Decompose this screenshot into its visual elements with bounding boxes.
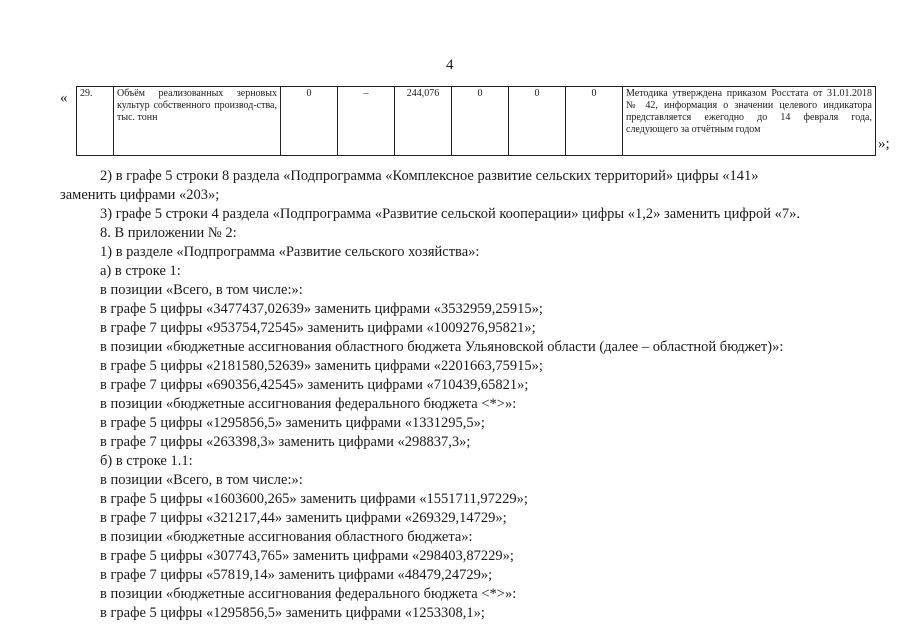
- closing-quote: »;: [878, 136, 890, 152]
- indicator-table: [76, 86, 876, 156]
- value-cell: –: [338, 87, 395, 156]
- page-number: 4: [446, 57, 454, 73]
- paragraph: в графе 7 цифры «263398,3» заменить цифрами «298837,3»;: [100, 434, 471, 450]
- paragraph: б) в строке 1.1:: [100, 453, 193, 469]
- row-number: 29.: [77, 87, 114, 156]
- paragraph: в позиции «Всего, в том числе:»:: [100, 282, 303, 298]
- paragraph: в позиции «Всего, в том числе:»:: [100, 472, 303, 488]
- opening-quote: «: [60, 90, 68, 106]
- paragraph: в графе 7 цифры «57819,14» заменить цифрами «48479,24729»;: [100, 567, 493, 583]
- paragraph-continuation: заменить цифрами «203»;: [60, 187, 220, 203]
- paragraph: в графе 7 цифры «953754,72545» заменить цифрами «1009276,95821»;: [100, 320, 536, 336]
- paragraph: в графе 5 цифры «3477437,02639» заменить цифрами «3532959,25915»;: [100, 301, 543, 317]
- paragraph: в графе 5 цифры «1295856,5» заменить цифрами «1253308,1»;: [100, 605, 485, 621]
- value-cell: 0: [509, 87, 566, 156]
- paragraph: в позиции «бюджетные ассигнования областного бюджета Ульяновской области (далее – областной бюджет)»:: [100, 339, 784, 355]
- table-row: [77, 87, 876, 156]
- paragraph: в графе 7 цифры «690356,42545» заменить цифрами «710439,65821»;: [100, 377, 529, 393]
- paragraph: 2) в графе 5 строки 8 раздела «Подпрограмма «Комплексное развитие сельских территорий» цифры «141»: [100, 168, 759, 184]
- paragraph: в графе 5 цифры «2181580,52639» заменить цифрами «2201663,75915»;: [100, 358, 543, 374]
- document-body: [60, 167, 860, 623]
- paragraph: в графе 5 цифры «307743,765» заменить цифрами «298403,87229»;: [100, 548, 514, 564]
- paragraph: 1) в разделе «Подпрограмма «Развитие сельского хозяйства»:: [100, 244, 480, 260]
- methodology-note: Методика утверждена приказом Росстата от 31.01.2018 № 42, информация о значении целевого индикатора представляется ежегодно до 14 февраля года, следующего за отчётным годом: [623, 87, 876, 156]
- value-cell: 0: [281, 87, 338, 156]
- paragraph: в позиции «бюджетные ассигнования областного бюджета»:: [100, 529, 473, 545]
- value-cell: 0: [452, 87, 509, 156]
- paragraph: 3) графе 5 строки 4 раздела «Подпрограмма «Развитие сельской кооперации» цифры «1,2» заменить цифрой «7».: [100, 206, 801, 222]
- value-cell: 244,076: [395, 87, 452, 156]
- paragraph: а) в строке 1:: [100, 263, 181, 279]
- indicator-name: Объём реализованных зерновых культур собственного производ-ства, тыс. тонн: [114, 87, 281, 156]
- paragraph: в позиции «бюджетные ассигнования федерального бюджета <*>»:: [100, 586, 517, 602]
- paragraph: в позиции «бюджетные ассигнования федерального бюджета <*>»:: [100, 396, 517, 412]
- paragraph: 8. В приложении № 2:: [100, 225, 237, 241]
- paragraph: в графе 5 цифры «1603600,265» заменить цифрами «1551711,97229»;: [100, 491, 528, 507]
- value-cell: 0: [566, 87, 623, 156]
- paragraph: в графе 5 цифры «1295856,5» заменить цифрами «1331295,5»;: [100, 415, 485, 431]
- paragraph: в графе 7 цифры «321217,44» заменить цифрами «269329,14729»;: [100, 510, 507, 526]
